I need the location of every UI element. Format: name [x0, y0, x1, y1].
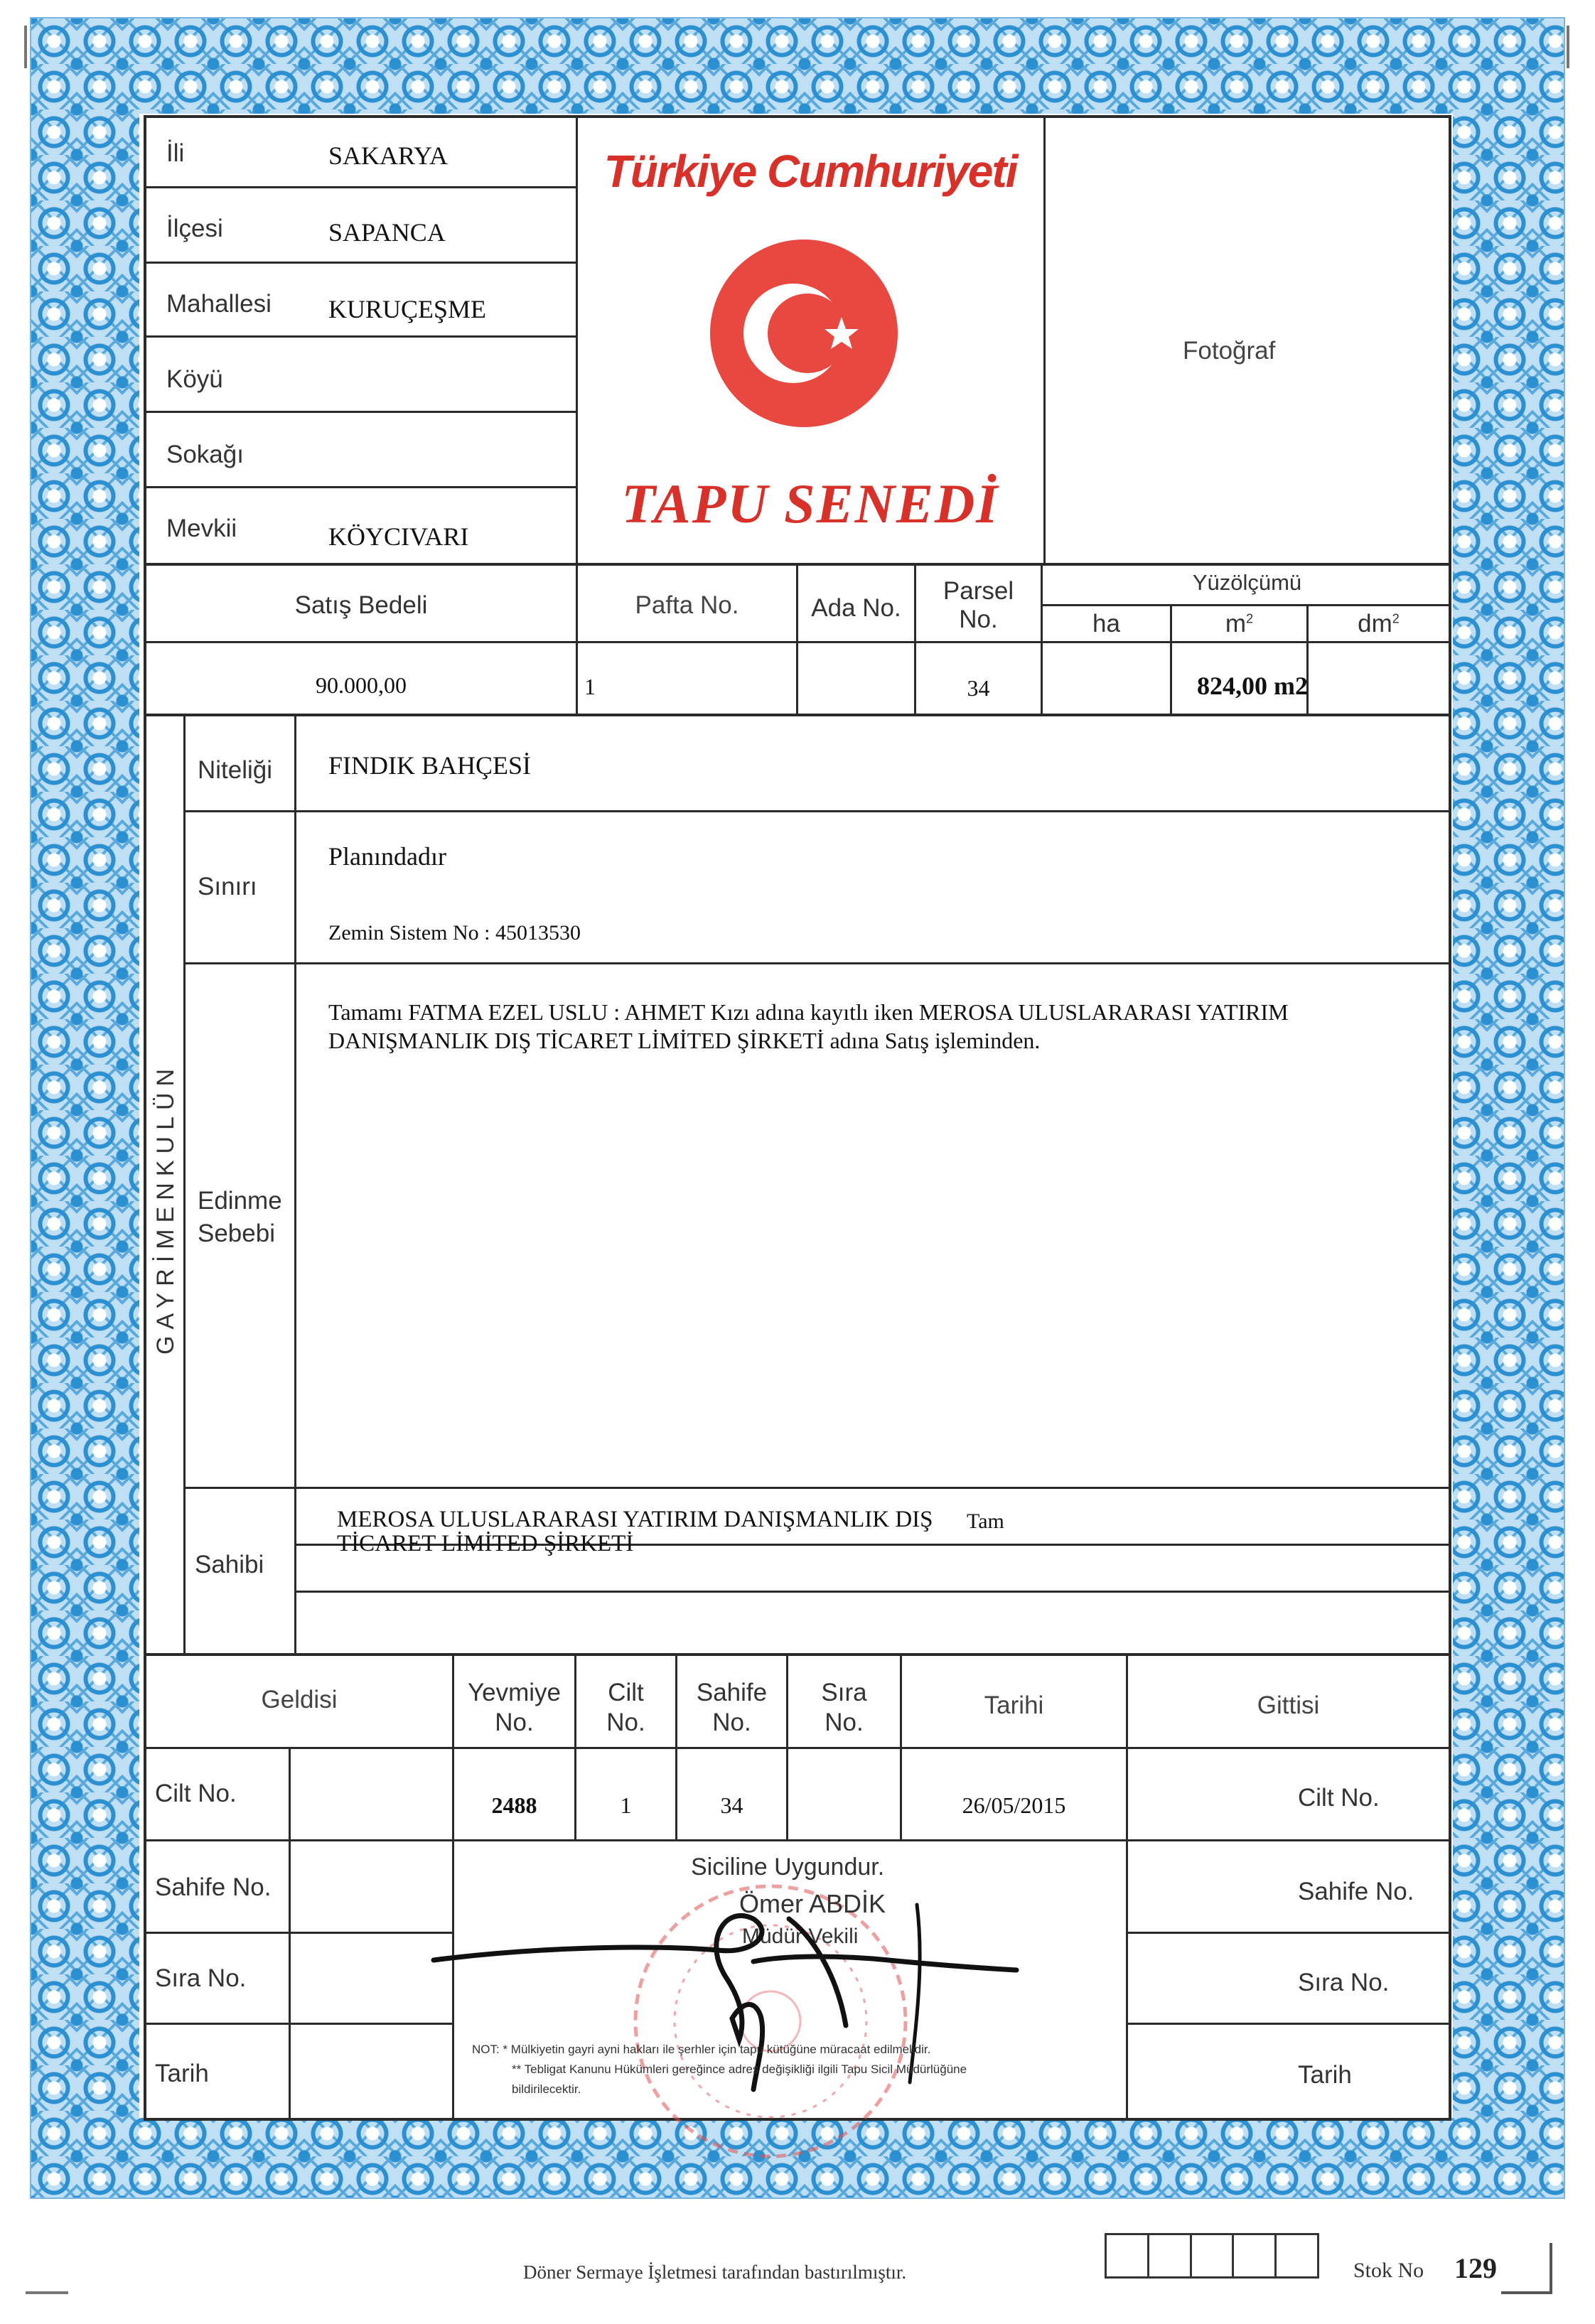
acquisition-line2: DANIŞMANLIK DIŞ TİCARET LİMİTED ŞİRKETİ adına Satış işleminden.	[328, 1028, 1041, 1053]
sahife-label-2: No.	[712, 1709, 751, 1736]
geldisi-label: Geldisi	[261, 1686, 338, 1714]
title-turkiye-cumhuriyeti: Türkiye Cumhuriyeti	[603, 146, 1017, 197]
note-line3: bildirilecektir.	[512, 2082, 581, 2096]
tarih-value: 26/05/2015	[962, 1792, 1066, 1818]
gittisi-sira-label: Sıra No.	[1298, 1969, 1390, 1996]
note-line2: ** Tebligat Kanunu Hükümleri gereğince adres değişikliği ilgili Tapu Sicil Müdürlüğüne	[512, 2062, 967, 2076]
tarihi-label: Tarihi	[984, 1691, 1044, 1719]
parsel-value: 34	[967, 675, 990, 701]
cilt-label-1: Cilt	[608, 1679, 644, 1706]
sahife-label-1: Sahife	[696, 1679, 768, 1706]
pafta-label: Pafta No.	[635, 591, 739, 619]
acquisition-line1: Tamamı FATMA EZEL USLU : AHMET Kızı adına kayıtlı iken MEROSA ULUSLARARASI YATIRIM	[328, 999, 1289, 1025]
geldisi-sira-label: Sıra No.	[155, 1964, 247, 1992]
nature-label: Niteliği	[198, 756, 273, 784]
flag-emblem-icon	[708, 237, 900, 429]
certify-line1: Siciline Uygundur.	[691, 1854, 885, 1881]
sokak-label: Sokağı	[166, 441, 244, 468]
geldisi-tarih-label: Tarih	[155, 2060, 209, 2087]
gayrimenkulun-label: GAYRİMENKULÜN	[152, 1062, 179, 1355]
owner-line2: TİCARET LİMİTED ŞİRKETİ	[337, 1531, 634, 1556]
cilt-value: 1	[620, 1792, 632, 1818]
acquisition-label-1: Edinme	[198, 1187, 282, 1215]
owner-share: Tam	[967, 1510, 1004, 1533]
pafta-value: 1	[584, 674, 596, 699]
gittisi-cilt-label: Cilt No.	[1298, 1784, 1380, 1812]
m2-label: $m^2$	[1225, 610, 1254, 638]
mahalle-label: Mahallesi	[166, 290, 272, 318]
cilt-label-2: No.	[606, 1709, 645, 1736]
yevmiye-label-1: Yevmiye	[468, 1679, 561, 1706]
nature-value: FINDIK BAHÇESİ	[328, 751, 532, 780]
gittisi-tarih-label: Tarih	[1298, 2061, 1352, 2089]
boundary-line2: Zemin Sistem No : 45013530	[328, 921, 581, 945]
ada-label: Ada No.	[811, 594, 901, 622]
acquisition-label-2: Sebebi	[198, 1220, 275, 1247]
dm2-label: $dm^2$	[1358, 610, 1400, 638]
sira-label-1: Sıra	[821, 1679, 867, 1706]
mevki-value: KÖYCIVARI	[328, 522, 469, 551]
printer-note: Döner Sermaye İşletmesi tarafından bastırılmıştır.	[523, 2261, 907, 2283]
il-value: SAKARYA	[328, 141, 449, 170]
mevki-label: Mevkii	[166, 515, 237, 542]
certify-line2: Ömer ABDİK	[739, 1889, 886, 1918]
parsel-label-2: No.	[959, 606, 998, 633]
sira-label-2: No.	[825, 1709, 864, 1736]
certify-line3: Müdür Vekili	[742, 1925, 859, 1948]
stock-number: 129	[1454, 2252, 1497, 2284]
sale-price-label: Satış Bedeli	[294, 591, 428, 619]
gittisi-label: Gittisi	[1257, 1691, 1320, 1719]
photo-label: Fotoğraf	[1183, 337, 1276, 365]
title-tapu-senedi: TAPU SENEDİ	[621, 473, 999, 534]
parsel-label-1: Parsel	[942, 577, 1014, 605]
boundary-label: Sınırı	[198, 873, 257, 900]
il-label: İli	[166, 139, 185, 167]
ha-label: ha	[1092, 610, 1120, 638]
stock-number-boxes	[1105, 2233, 1319, 2279]
owner-line1: MEROSA ULUSLARARASI YATIRIM DANIŞMANLIK DIŞ	[337, 1507, 933, 1532]
geldisi-cilt-label: Cilt No.	[155, 1780, 237, 1807]
yevmiye-value: 2488	[491, 1792, 537, 1818]
boundary-line1: Planındadır	[328, 842, 446, 871]
ilce-label: İlçesi	[166, 215, 223, 242]
yevmiye-label-2: No.	[495, 1709, 534, 1736]
area-label: Yüzölçümü	[1192, 570, 1302, 595]
geldisi-sahife-label: Sahife No.	[155, 1873, 272, 1901]
mahalle-value: KURUÇEŞME	[328, 295, 487, 323]
gittisi-sahife-label: Sahife No.	[1298, 1878, 1414, 1905]
ilce-value: SAPANCA	[328, 218, 446, 247]
sale-price-value: 90.000,00	[316, 672, 407, 698]
sahife-value: 34	[720, 1792, 743, 1818]
area-m2-value: 824,00 m2	[1197, 672, 1308, 700]
koy-label: Köyü	[166, 365, 223, 393]
owner-label: Sahibi	[195, 1551, 264, 1578]
stock-label: Stok No	[1353, 2259, 1424, 2282]
note-line1: NOT: * Mülkiyetin gayri ayni hakları ile şerhler için tapu kütüğüne müracaat edilmelidir.	[472, 2043, 931, 2056]
